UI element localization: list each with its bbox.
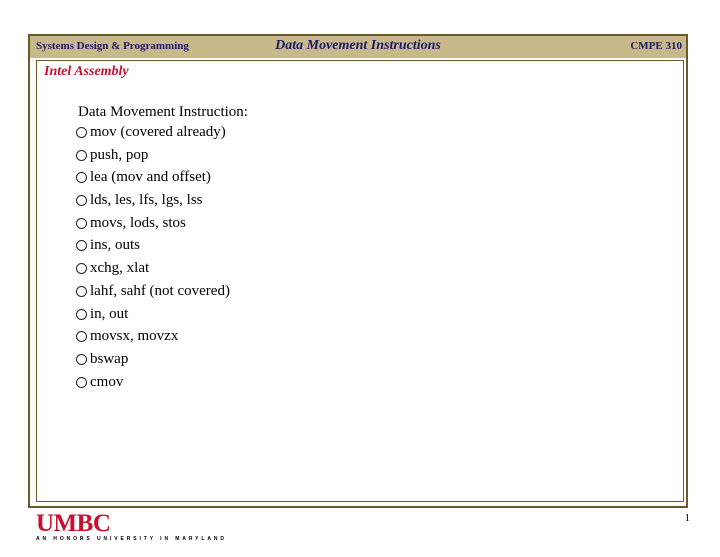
list-item: [76, 215, 230, 238]
list-item: [76, 374, 230, 397]
list-item-text: in, out: [90, 305, 129, 322]
bullet-list: [76, 124, 230, 396]
circle-bullet-icon: [76, 195, 87, 206]
list-item: [76, 237, 230, 260]
list-item: [76, 147, 230, 170]
list-item: [76, 328, 230, 351]
list-item: [76, 351, 230, 374]
list-item-text: xchg, xlat: [90, 260, 150, 277]
circle-bullet-icon: [76, 354, 87, 365]
circle-bullet-icon: [76, 331, 87, 342]
list-item: [76, 169, 230, 192]
section-title: Intel Assembly: [44, 64, 129, 79]
list-item-text: bswap: [90, 350, 129, 367]
list-item-text: movs, lods, stos: [90, 214, 186, 231]
circle-bullet-icon: [76, 377, 87, 388]
circle-bullet-icon: [76, 263, 87, 274]
list-item-text: lds, les, lfs, lgs, lss: [90, 192, 203, 209]
course-code: CMPE 310: [630, 40, 682, 52]
lead-text: Data Movement Instruction:: [78, 104, 248, 120]
circle-bullet-icon: [76, 172, 87, 183]
list-item: [76, 124, 230, 147]
circle-bullet-icon: [76, 240, 87, 251]
page-number: 1: [684, 512, 690, 524]
logo-tagline: AN HONORS UNIVERSITY IN MARYLAND: [36, 536, 227, 542]
course-title: Systems Design & Programming: [36, 40, 189, 52]
circle-bullet-icon: [76, 218, 87, 229]
list-item: [76, 260, 230, 283]
list-item-text: ins, outs: [90, 237, 141, 254]
list-item: [76, 283, 230, 306]
slide-title: Data Movement Instructions: [275, 38, 441, 53]
circle-bullet-icon: [76, 309, 87, 320]
slide-header: [30, 36, 686, 58]
umbc-logo: UMBC: [36, 510, 111, 537]
list-item: [76, 306, 230, 329]
list-item-text: push, pop: [90, 146, 149, 163]
circle-bullet-icon: [76, 150, 87, 161]
list-item-text: cmov: [90, 373, 124, 390]
circle-bullet-icon: [76, 286, 87, 297]
circle-bullet-icon: [76, 127, 87, 138]
list-item-text: lea (mov and offset): [90, 169, 211, 186]
list-item: [76, 192, 230, 215]
list-item-text: mov (covered already): [90, 124, 226, 140]
list-item-text: movsx, movzx: [90, 328, 179, 345]
list-item-text: lahf, sahf (not covered): [90, 282, 230, 299]
